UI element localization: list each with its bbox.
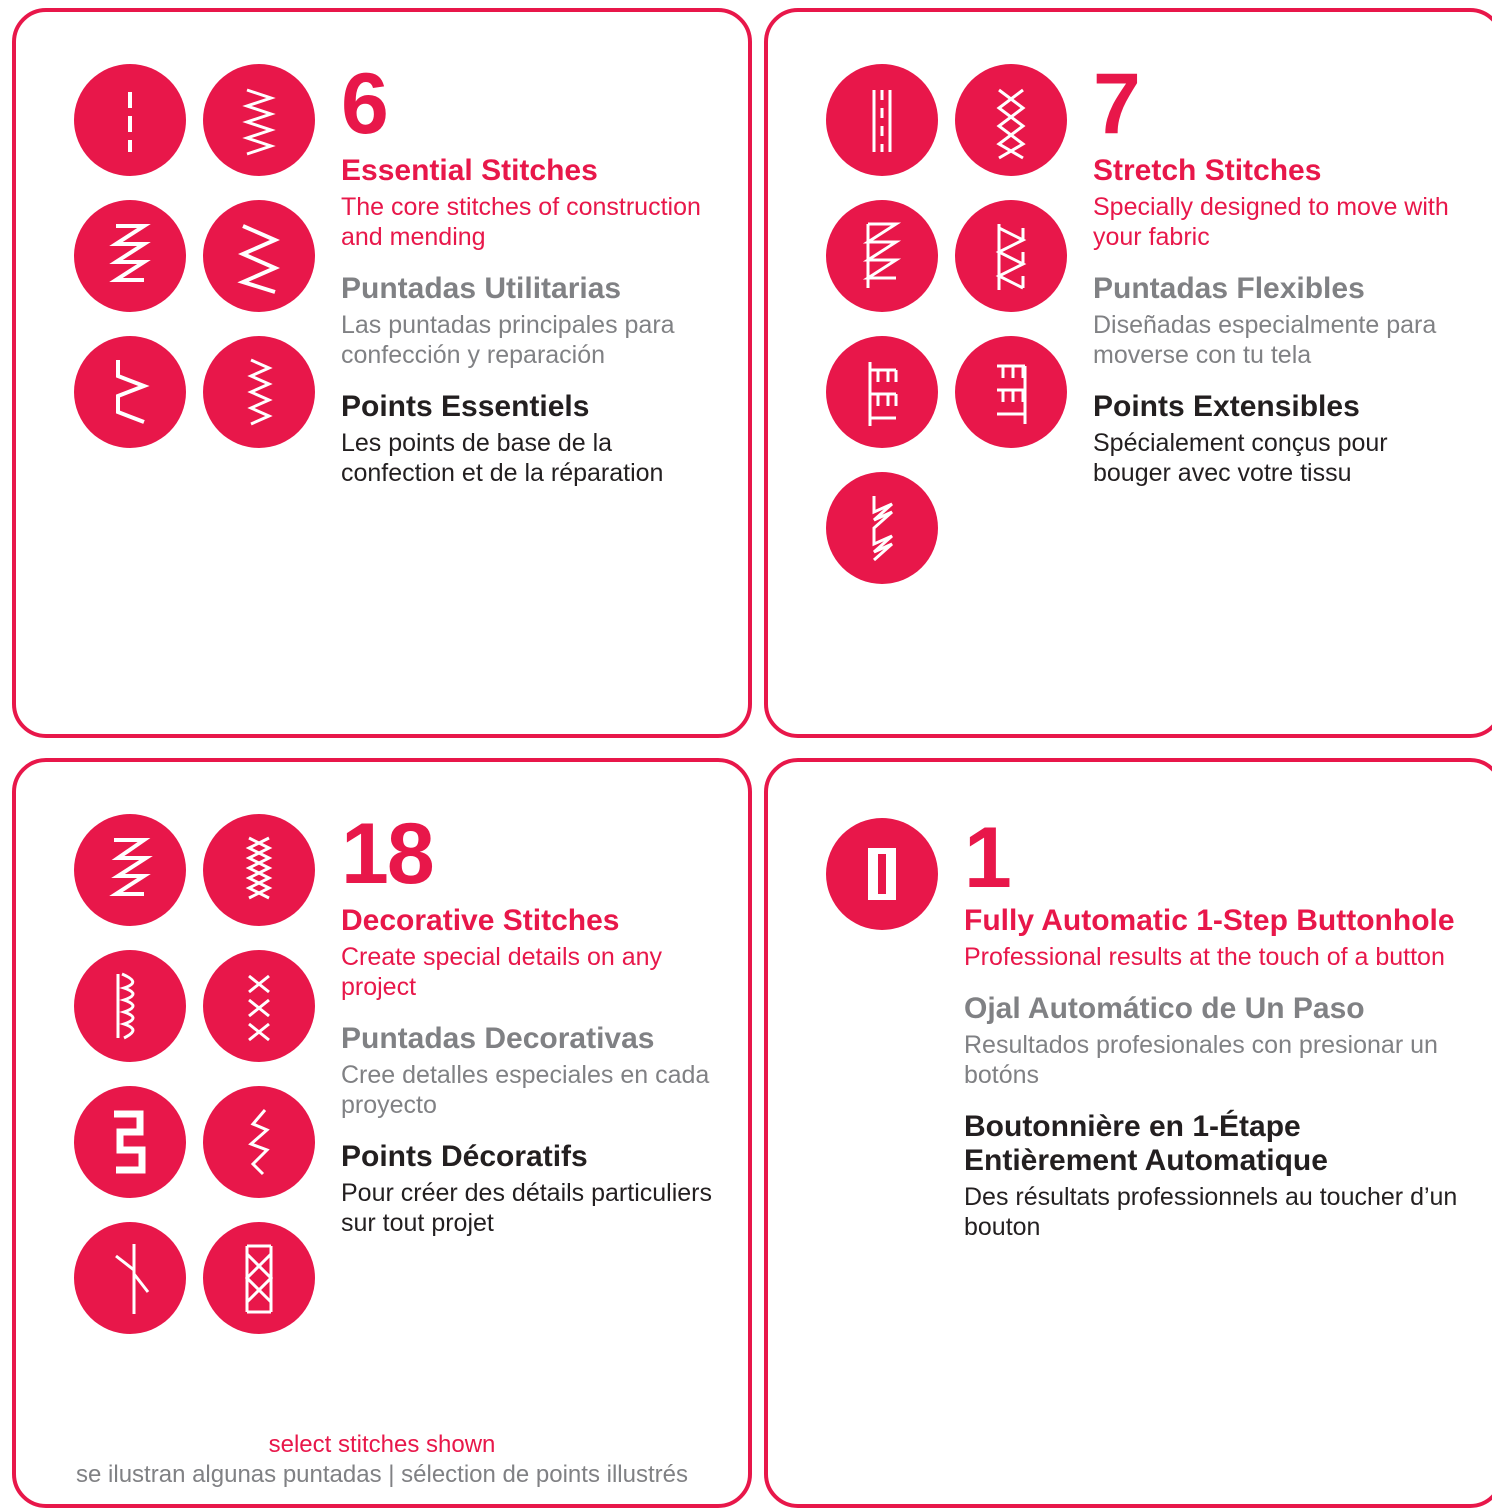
footnote [16,1430,748,1490]
title-english: Fully Automatic 1-Step Buttonhole [964,904,1455,938]
title-english: Stretch Stitches [1093,154,1322,188]
scallop-stitch-icon [74,950,186,1062]
zigzag-dense-stitch-icon [203,64,315,176]
stretch-zigzag-stitch-icon [74,200,186,312]
title-spanish: Puntadas Decorativas [341,1022,655,1056]
stitch-count: 6 [341,56,388,152]
blind-hem-stitch-icon [74,336,186,448]
card-essential-stitches [12,8,752,738]
description-spanish: Las puntadas principales para confección y reparación [341,311,675,370]
footnote-spanish-french: se ilustran algunas puntadas | sélection de points illustrés [76,1461,688,1488]
stitch-count: 1 [964,810,1011,906]
card-text [341,56,718,488]
title-spanish: Ojal Automático de Un Paso [964,992,1365,1026]
stitch-count: 18 [341,806,433,902]
buttonhole-icon [826,818,938,930]
card-text [1093,56,1470,584]
title-french: Points Essentiels [341,390,590,424]
title-french: Points Extensibles [1093,390,1360,424]
stitch-icon-group [826,818,938,1242]
card-text [341,806,718,1334]
overedge-stitch-icon [826,336,938,448]
footnote-english: select stitches shown [268,1431,496,1458]
title-english: Decorative Stitches [341,904,620,938]
stitch-count: 7 [1093,56,1140,152]
card-stretch-stitches [764,8,1492,738]
straight-stitch-icon [74,64,186,176]
stretch-zigzag-icon [826,200,938,312]
title-french: Points Décoratifs [341,1140,588,1174]
block-step-stitch-icon [74,1086,186,1198]
cross-chain-stitch-icon [203,950,315,1062]
card-text [964,810,1470,1242]
description-english: Specially designed to move with your fabric [1093,193,1449,252]
stitch-icon-group [74,814,315,1334]
slant-overlock-stitch-icon [955,200,1067,312]
double-overlock-stitch-icon [955,336,1067,448]
title-spanish: Puntadas Utilitarias [341,272,622,306]
description-spanish: Resultados profesionales con presionar un botóns [964,1031,1438,1090]
card-decorative-stitches [12,758,752,1508]
description-french: Des résultats professionnels au toucher d’un bouton [964,1182,1458,1241]
triple-straight-stitch-icon [826,64,938,176]
card-buttonhole [764,758,1492,1508]
lattice-stitch-icon [203,1222,315,1334]
description-spanish: Cree detalles especiales en cada proyecto [341,1061,710,1120]
description-english: Create special details on any project [341,943,663,1002]
description-french: Les points de base de la confection et de la réparation [341,428,664,487]
title-french: Boutonnière en 1-Étape Entièrement Automatique [964,1110,1328,1177]
overlock-cross-stitch-icon [955,64,1067,176]
lightning-stitch-icon [203,1086,315,1198]
stitch-icon-group [74,64,315,488]
wide-zigzag-stitch-icon [203,200,315,312]
title-english: Essential Stitches [341,154,598,188]
decorative-ladder-stitch-icon [203,814,315,926]
title-spanish: Puntadas Flexibles [1093,272,1365,306]
stretch-blind-hem-icon [826,472,938,584]
stitch-icon-group [826,64,1067,584]
arrow-stitch-icon [74,1222,186,1334]
description-spanish: Diseñadas especialmente para moverse con tu tela [1093,311,1437,370]
description-english: Professional results at the touch of a button [964,943,1445,972]
narrow-zigzag-stitch-icon [203,336,315,448]
description-french: Spécialement conçus pour bouger avec votre tissu [1093,428,1388,487]
decorative-wave-stitch-icon [74,814,186,926]
description-french: Pour créer des détails particuliers sur tout projet [341,1178,712,1237]
description-english: The core stitches of construction and mending [341,193,701,252]
